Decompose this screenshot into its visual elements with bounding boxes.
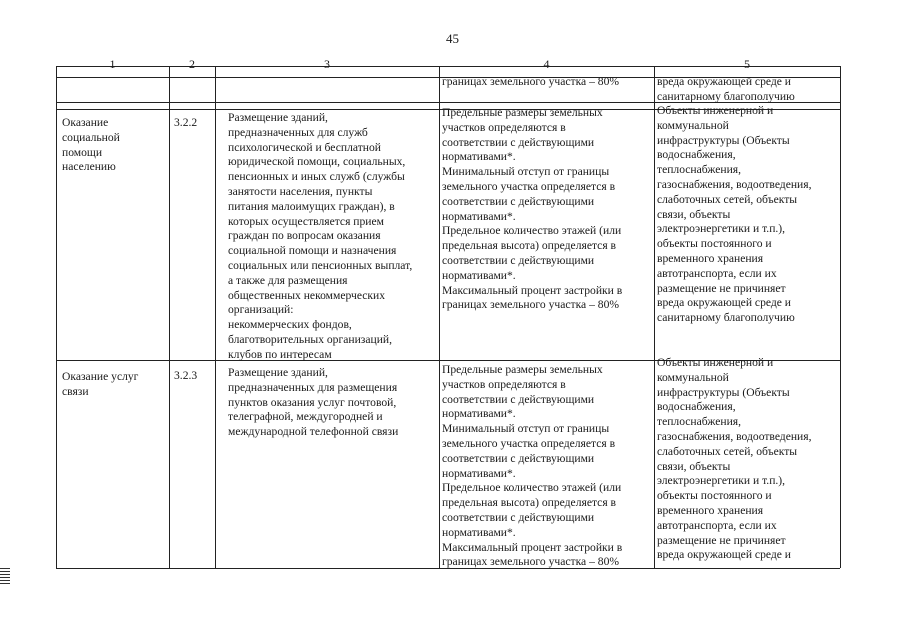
col-header-4: 4 [543,57,550,71]
row-2-code: 3.2.3 [174,369,198,382]
col-header-5: 5 [744,57,750,71]
row-1-name: Оказание социальной помощи населению [62,116,120,174]
row-1-description: Размещение зданий, предназначенных для служб психологической и бесплатной юридической помощи, социальных, пенсионных и иных служб (службы занятости населения, пункты питания малоимущих граждан), в которых осуществляется прием граждан по вопросам оказания социальной помощи и назначения социальных или пенсионных выплат, а также для размещения общественных некоммерческих организаций: некоммерческих фондов, благотворительных организаций, клубов по интересам [228,111,413,361]
continuation-restrictions: вреда окружающей среде и санитарному благополучию [657,75,795,103]
col-header-3: 3 [324,57,330,71]
scan-edge-mark [0,568,10,586]
row-2-description: Размещение зданий, предназначенных для размещения пунктов оказания услуг почтовой, телеграфной, междугородней и международной телефонной связи [228,366,399,439]
page-number: 45 [446,31,459,46]
continuation-parameters: границах земельного участка – 80% [442,75,620,88]
col-header-2: 2 [189,57,195,71]
regulations-table [56,57,840,569]
row-2-name: Оказание услуг связи [62,370,139,398]
row-2-restrictions: Объекты инженерной и коммунальной инфраструктуры (Объекты водоснабжения, теплоснабжения, газоснабжения, водоотведения, слаботочных сетей, объекты связи, объекты электроэнергетики и т.п.), объекты постоянного и временного хранения автотранспорта, если их размещение не причиняет вреда окружающей среде и [657,356,812,562]
row-1-parameters: Предельные размеры земельных участков определяются в соответствии с действующими нормативами*. Минимальный отступ от границы земельного участка определяется в соответствии с действующими нормативами*. Предельное количество этажей (или предельная высота) определяется в соответствии с действующими нормативами*. Максимальный процент застройки в границах земельного участка – 80% [442,106,623,312]
row-2-parameters: Предельные размеры земельных участков определяются в соответствии с действующими нормативами*. Минимальный отступ от границы земельного участка определяется в соответствии с действующими нормативами*. Предельное количество этажей (или предельная высота) определяется в соответствии с действующими нормативами*. Максимальный процент застройки в границах земельного участка – 80% [442,363,623,569]
row-1-code: 3.2.2 [174,116,198,129]
row-1-restrictions: Объекты инженерной и коммунальной инфраструктуры (Объекты водоснабжения, теплоснабжения, газоснабжения, водоотведения, слаботочных сетей, объекты связи, объекты электроэнергетики и т.п.), объекты постоянного и временного хранения автотранспорта, если их размещение не причиняет вреда окружающей среде и санитарному благополучию [657,104,812,325]
col-header-1: 1 [109,57,116,71]
